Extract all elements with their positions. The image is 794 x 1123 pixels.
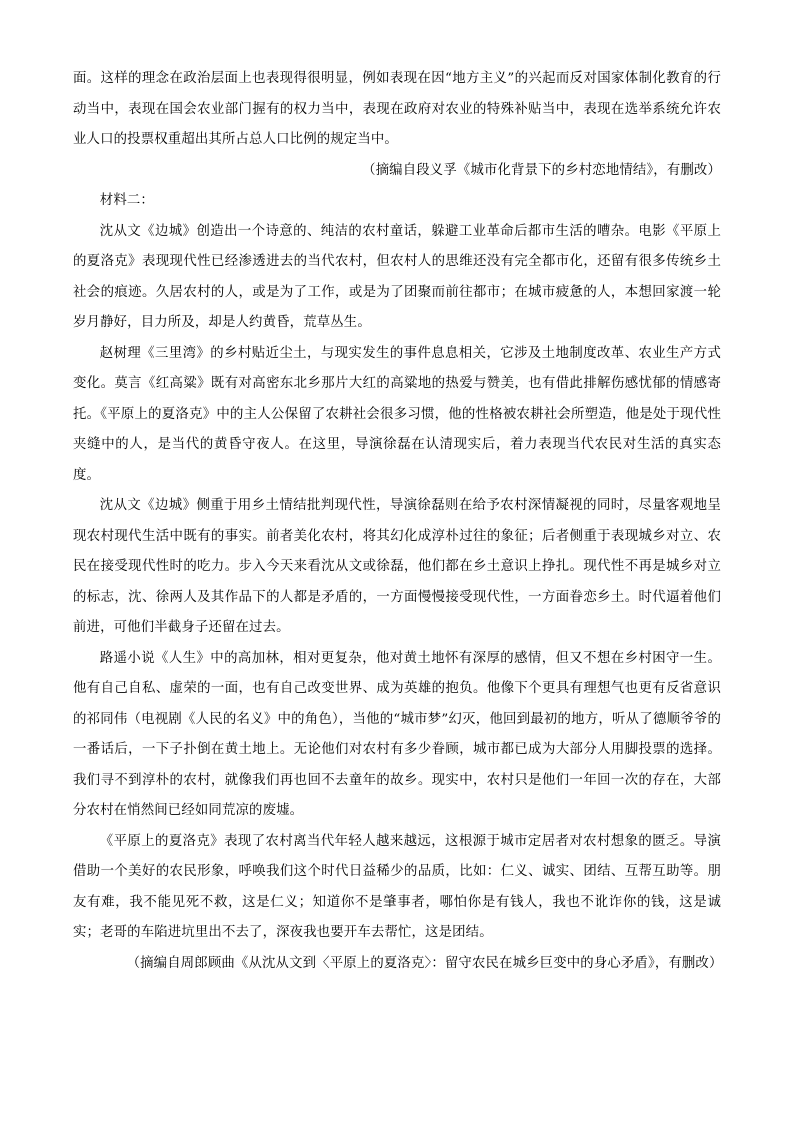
material-two-label: 材料二： <box>99 193 154 208</box>
paragraph-bian-cheng: 沈从文《边城》创造出一个诗意的、纯洁的农村童话，躲避工业革命后都市生活的嘈杂。电影《平原上的夏洛克》表现现代性已经渗透进去的当代农村，但农村人的思维还没有完全都市化，还留有很多传统乡土社会的痕迹。久居农村的人，或是为了工作，或是为了团聚而前往都市；在城市疲惫的人，本想回家渡一轮岁月静好，目力所及，却是人约黄昏，荒草丛生。 <box>73 223 721 330</box>
paragraph-comparison: 沈从文《边城》侧重于用乡土情结批判现代性，导演徐磊则在给予农村深情凝视的同时，尽量客观地呈现农村现代生活中既有的事实。前者美化农村，将其幻化成淳朴过往的象征；后者侧重于表现城乡对立、农民在接受现代性时的吃力。步入今天来看沈从文或徐磊，他们都在乡土意识上挣扎。现代性不再是城乡对立的标志，沈、徐两人及其作品下的人都是矛盾的，一方面慢慢接受现代性，一方面眷恋乡土。时代逼着他们前进，可他们半截身子还留在过去。 <box>73 498 721 635</box>
document-page <box>73 64 721 979</box>
source-citation-2: （摘编自周郎顾曲《从沈从文到〈平原上的夏洛克〉：留守农民在城乡巨变中的身心矛盾》，有删改） <box>126 955 723 971</box>
paragraph-ren-sheng: 路遥小说《人生》中的高加林，相对更复杂，他对黄土地怀有深厚的感情，但又不想在乡村困守一生。他有自己自私、虚荣的一面，也有自己改变世界、成为英雄的抱负。他像下个更具有理想气也更有反省意识的祁同伟（电视剧《人民的名义》中的角色），当他的“城市梦”幻灭，他回到最初的地方，听从了德顺爷爷的一番话后，一下子扑倒在黄土地上。无论他们对农村有多少眷顾，城市都已成为大部分人用脚投票的选择。我们寻不到淳朴的农村，就像我们再也回不去童年的故乡。现实中，农村只是他们一年回一次的存在，大部分农村在悄然间已经如同荒凉的废墟。 <box>73 650 721 818</box>
source-citation-1: （摘编自段义孚《城市化背景下的乡村恋地情结》，有删改） <box>362 162 721 178</box>
paragraph-sherlock: 《平原上的夏洛克》表现了农村离当代年轻人越来越远，这根源于城市定居者对农村想象的匮乏。导演借助一个美好的农民形象，呼唤我们这个时代日益稀少的品质，比如：仁义、诚实、团结、互帮互助等。朋友有难，我不能见死不救，这是仁义；知道你不是肇事者，哪怕你是有钱人，我也不讹诈你的钱，这是诚实；老哥的车陷进坑里出不去了，深夜我也要开车去帮忙，这是团结。 <box>73 833 721 940</box>
paragraph-continuation: 面。这样的理念在政治层面上也表现得很明显，例如表现在因“地方主义”的兴起而反对国家体制化教育的行动当中，表现在国会农业部门握有的权力当中，表现在政府对农业的特殊补贴当中，表现在选举系统允许农业人口的投票权重超出其所占总人口比例的规定当中。 <box>73 71 721 147</box>
paragraph-san-li-wan: 赵树理《三里湾》的乡村贴近尘土，与现实发生的事件息息相关，它涉及土地制度改革、农业生产方式变化。莫言《红高粱》既有对高密东北乡那片大红的高粱地的热爱与赞美，也有借此排解伤感忧郁的情感寄托。《平原上的夏洛克》中的主人公保留了农耕社会很多习惯，他的性格被农耕社会所塑造，他是处于现代性夹缝中的人，是当代的黄昏守夜人。在这里，导演徐磊在认清现实后，着力表现当代农民对生活的真实态度。 <box>73 345 721 483</box>
